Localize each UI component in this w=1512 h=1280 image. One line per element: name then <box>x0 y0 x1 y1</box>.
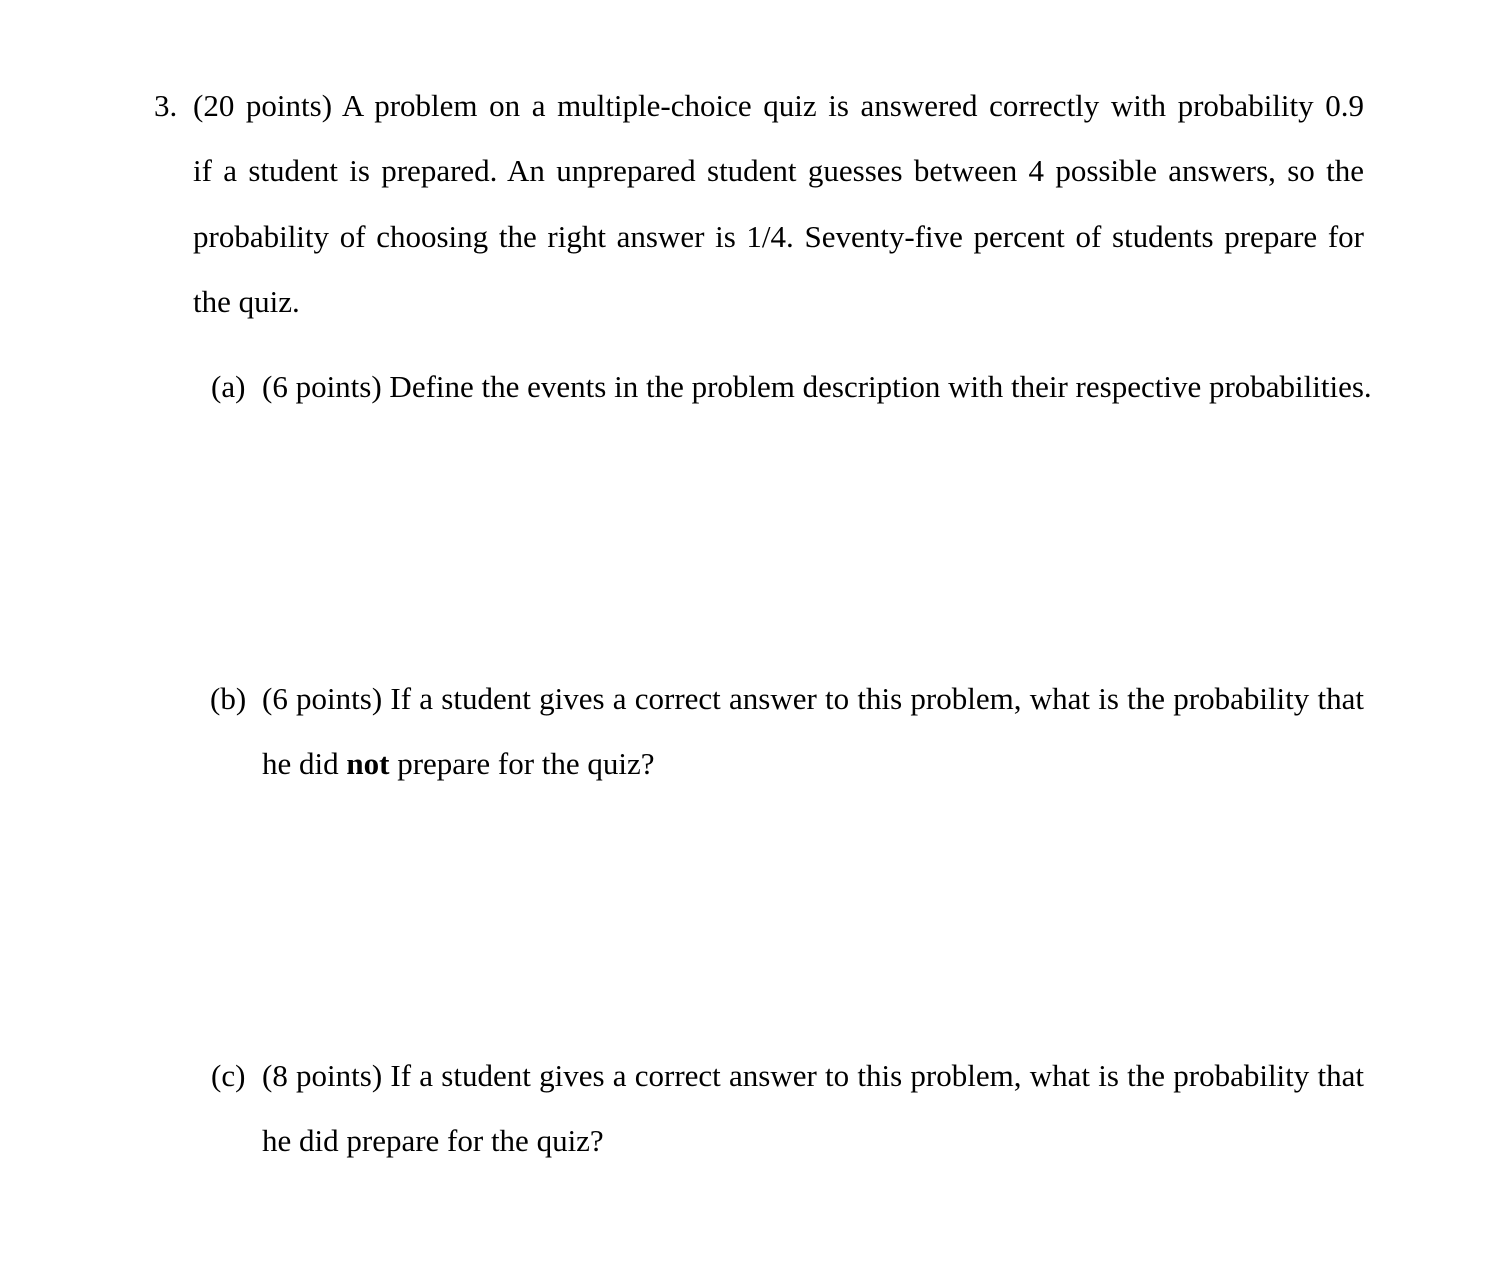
problem-number: 3. <box>154 88 178 123</box>
part-c-text-line-1: (8 points) If a student gives a correct answer to this problem, what is the probability that <box>262 1058 1364 1093</box>
problem-text-line-3: probability of choosing the right answer is 1/4. Seventy-five percent of students prepare for <box>193 219 1364 254</box>
part-b-emphasis-not: not <box>346 746 390 781</box>
part-b-text-post: prepare for the quiz? <box>389 746 655 781</box>
problem-text-line-4: the quiz. <box>193 284 300 319</box>
part-a-label: (a) <box>211 369 246 404</box>
part-b-label: (b) <box>210 681 247 716</box>
part-c-text-line-2: he did prepare for the quiz? <box>262 1123 604 1158</box>
part-a-text: (6 points) Define the events in the problem description with their respective probabilities. <box>262 369 1372 404</box>
problem-text-line-2: if a student is prepared. An unprepared student guesses between 4 possible answers, so the <box>193 153 1364 188</box>
part-b-text-pre: he did <box>262 746 347 781</box>
part-c-label: (c) <box>211 1058 246 1093</box>
problem-text-line-1: (20 points) A problem on a multiple-choice quiz is answered correctly with probability 0.9 <box>193 88 1364 123</box>
part-b-text-line-2 <box>262 744 655 784</box>
part-b-text-line-1: (6 points) If a student gives a correct answer to this problem, what is the probability that <box>262 681 1364 716</box>
